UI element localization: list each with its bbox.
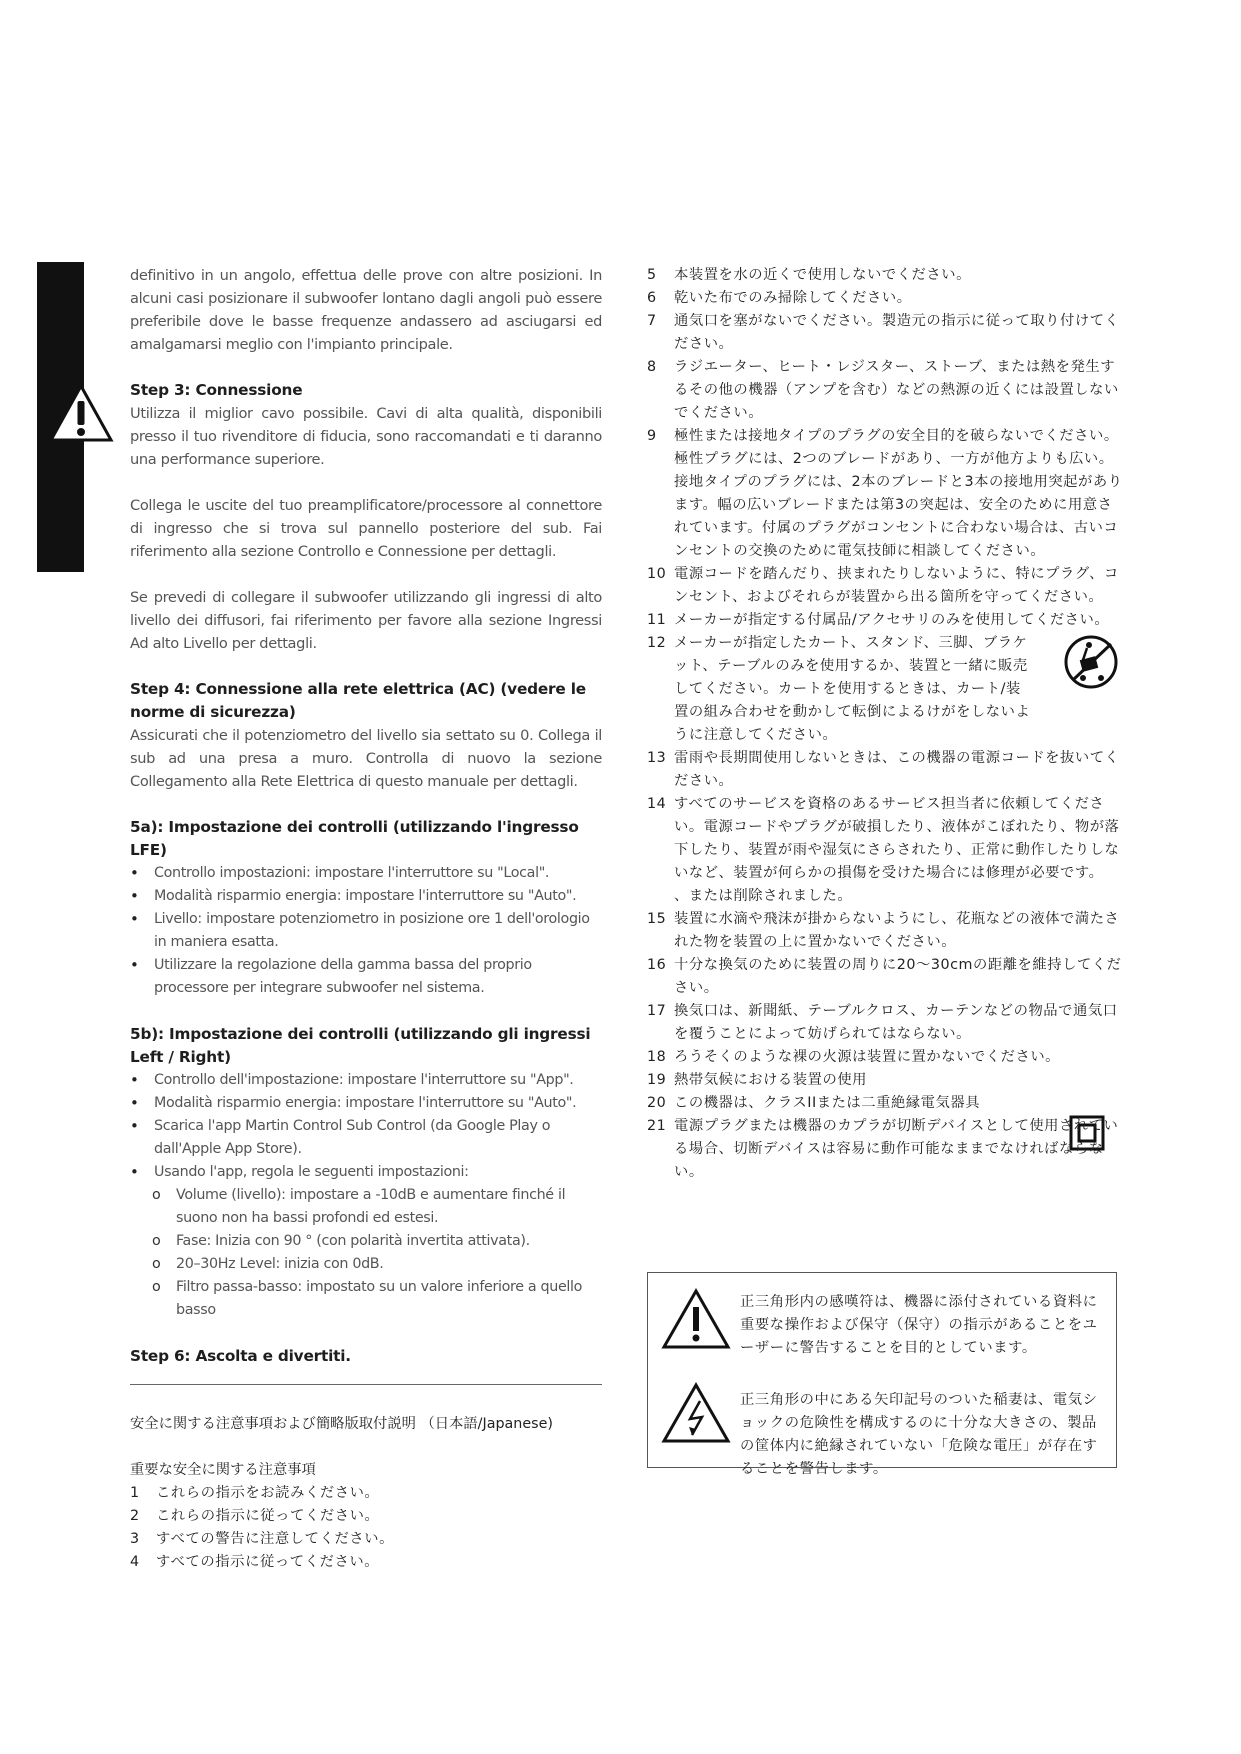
list-item: 17 換気口は、新聞紙、テーブルクロス、カーテンなどの物品で通気口を覆うことによって妨げられてはならない。: [647, 1003, 1118, 1042]
cart-tip-over-icon: [1063, 632, 1119, 692]
step3-heading: Step 3: Connessione: [130, 381, 303, 399]
left-column: [130, 264, 602, 1574]
notice-text-lightning: 正三角形の中にある矢印記号のついた稲妻は、電気ショックの危険性を構成するのに十分な大きさの、製品の筐体内に絶縁されていない「危険な電圧」が存在することを警告します。: [740, 1392, 1098, 1478]
sub-list-item: o Volume (livello): impostare a -10dB e aumentare finché il suono non ha bassi profondi ed estesi.: [130, 1184, 602, 1230]
warning-notice-box: [647, 1272, 1117, 1478]
list-item: • Livello: impostare potenziometro in posizione ore 1 dell'orologio in maniera esatta.: [130, 908, 602, 954]
list-item: • Scarica l'app Martin Control Sub Control (da Google Play o dall'Apple App Store).: [130, 1115, 602, 1161]
jp-safety-list-continued: [647, 264, 1123, 1184]
sub-list-item: o Fase: Inizia con 90 ° (con polarità invertita attivata).: [130, 1230, 602, 1253]
jp-subheading: 重要な安全に関する注意事項: [130, 1462, 316, 1478]
list-item: 2 これらの指示に従ってください。: [130, 1508, 380, 1524]
jp-section-title: 安全に関する注意事項および簡略版取付説明 （日本語/Japanese): [130, 1416, 553, 1432]
right-column: [647, 264, 1123, 1184]
sub-list-item: o 20–30Hz Level: inizia con 0dB.: [130, 1253, 602, 1276]
sub-list-item: o Filtro passa-basso: impostato su un valore inferiore a quello basso: [130, 1276, 602, 1322]
warning-triangle-icon: [48, 383, 114, 443]
list-item: 12 メーカーが指定したカート、スタンド、三脚、ブラケット、テーブルのみを使用するか、装置と一緒に販売してください。カートを使用するときは、カート/装置の組み合わせを動かして転倒によるけがをしないように注意してください。: [647, 632, 1123, 747]
list-item: 11 メーカーが指定する付属品/アクセサリのみを使用してください。: [647, 612, 1110, 628]
step5b-sublist: [130, 1184, 602, 1322]
list-item: • Modalità risparmio energia: impostare l'interruttore su "Auto".: [130, 885, 602, 908]
lightning-triangle-icon: [660, 1381, 732, 1445]
list-item: • Usando l'app, regola le seguenti impostazioni:: [130, 1161, 602, 1184]
notice-text-exclamation: 正三角形内の感嘆符は、機器に添付されている資料に重要な操作および保守（保守）の指示があることをユーザーに警告することを目的としています。: [740, 1294, 1098, 1357]
list-item: 9 極性または接地タイプのプラグの安全目的を破らないでください。極性プラグには、2つのブレードがあり、一方が他方よりも広い。接地タイプのプラグには、2本のブレードと3本の接地用突起があります。幅の広いブレードまたは第3の突起は、安全のために用意されています。付属のプラグがコンセントに合わない場合は、古いコンセントの交換のために電気技師に相談してください。: [647, 428, 1123, 559]
list-item: • Utilizzare la regolazione della gamma bassa del proprio processore per integrare subwoofer nel sistema.: [130, 954, 602, 1000]
step5b-list: [130, 1069, 602, 1184]
step5a-heading: 5a): Impostazione dei controlli (utilizzando l'ingresso LFE): [130, 818, 579, 859]
list-item: 1 これらの指示をお読みください。: [130, 1485, 380, 1501]
list-item: 19 熱帯気候における装置の使用: [647, 1072, 868, 1088]
jp-safety-list: [130, 1482, 602, 1574]
list-item: 20 この機器は、クラスIIまたは二重絶縁電気器具: [647, 1092, 1123, 1115]
list-item: 6 乾いた布でのみ掃除してください。: [647, 290, 912, 306]
list-item: 15 装置に水滴や飛沫が掛からないようにし、花瓶などの液体で満たされた物を装置の上に置かないでください。: [647, 911, 1120, 950]
step5b-heading: 5b): Impostazione dei controlli (utilizzando gli ingressi Left / Right): [130, 1025, 591, 1066]
list-item: 10 電源コードを踏んだり、挟まれたりしないように、特にプラグ、コンセント、およびそれらが装置から出る箇所を守ってください。: [647, 566, 1119, 605]
list-item: 4 すべての指示に従ってください。: [130, 1554, 380, 1570]
list-item: 18 ろうそくのような裸の火源は装置に置かないでください。: [647, 1049, 1061, 1065]
list-item: 8 ラジエーター、ヒート・レジスター、ストーブ、または熱を発生するその他の機器（アンプを含む）などの熱源の近くには設置しないでください。: [647, 359, 1119, 421]
list-item: • Controllo impostazioni: impostare l'interruttore su "Local".: [130, 862, 602, 885]
list-item: 16 十分な換気のために装置の周りに20〜30cmの距離を維持してください。: [647, 957, 1122, 996]
list-item: 13 雷雨や長期間使用しないときは、この機器の電源コードを抜いてください。: [647, 750, 1120, 789]
step3-paragraph-2: Collega le uscite del tuo preamplificatore/processore al connettore di ingresso che si trova sul pannello posteriore del sub. Fai riferimento alla sezione Controllo e Connessione per dettagli.: [130, 497, 602, 560]
list-item: • Controllo dell'impostazione: impostare l'interruttore su "App".: [130, 1069, 602, 1092]
step4-heading: Step 4: Connessione alla rete elettrica (AC) (vedere le norme di sicurezza): [130, 680, 586, 721]
list-item: 21 電源プラグまたは機器のカプラが切断デバイスとして使用されている場合、切断デバイスは容易に動作可能なままでなければならない。: [647, 1118, 1119, 1180]
list-item: 7 通気口を塞がないでください。製造元の指示に従って取り付けてください。: [647, 313, 1120, 352]
step5a-list: [130, 862, 602, 1000]
step6-heading: Step 6: Ascolta e divertiti.: [130, 1347, 351, 1365]
list-item: 14 すべてのサービスを資格のあるサービス担当者に依頼してください。電源コードやプラグが破損したり、液体がこぼれたり、物が落下したり、装置が雨や湿気にさらされたり、正常に動作したりしないなど、装置が何らかの損傷を受けた場合には修理が必要です。 、または削除されました。: [647, 796, 1120, 904]
list-item: 5 本装置を水の近くで使用しないでください。: [647, 267, 971, 283]
exclamation-triangle-icon: [660, 1287, 732, 1351]
list-item: 3 すべての警告に注意してください。: [130, 1531, 395, 1547]
intro-paragraph: definitivo in un angolo, effettua delle prove con altre posizioni. In alcuni casi posizionare il subwoofer lontano dagli angoli può essere preferibile dove le basse frequenze andassero ad asciugarsi ed amalgamarsi meglio con l'impianto principale.: [130, 267, 602, 353]
step3-paragraph-1: Utilizza il miglior cavo possibile. Cavi di alta qualità, disponibili presso il tuo rivenditore di fiducia, sono raccomandati e ti daranno una performance superiore.: [130, 405, 602, 468]
step4-paragraph: Assicurati che il potenziometro del livello sia settato su 0. Collega il sub ad una presa a muro. Controlla di nuovo la sezione Collegamento alla Rete Elettrica di questo manuale per dettagli.: [130, 727, 602, 790]
list-item: • Modalità risparmio energia: impostare l'interruttore su "Auto".: [130, 1092, 602, 1115]
step3-paragraph-3: Se prevedi di collegare il subwoofer utilizzando gli ingressi di alto livello dei diffusori, fai riferimento per favore alla sezione Ingressi Ad alto Livello per dettagli.: [130, 589, 602, 652]
